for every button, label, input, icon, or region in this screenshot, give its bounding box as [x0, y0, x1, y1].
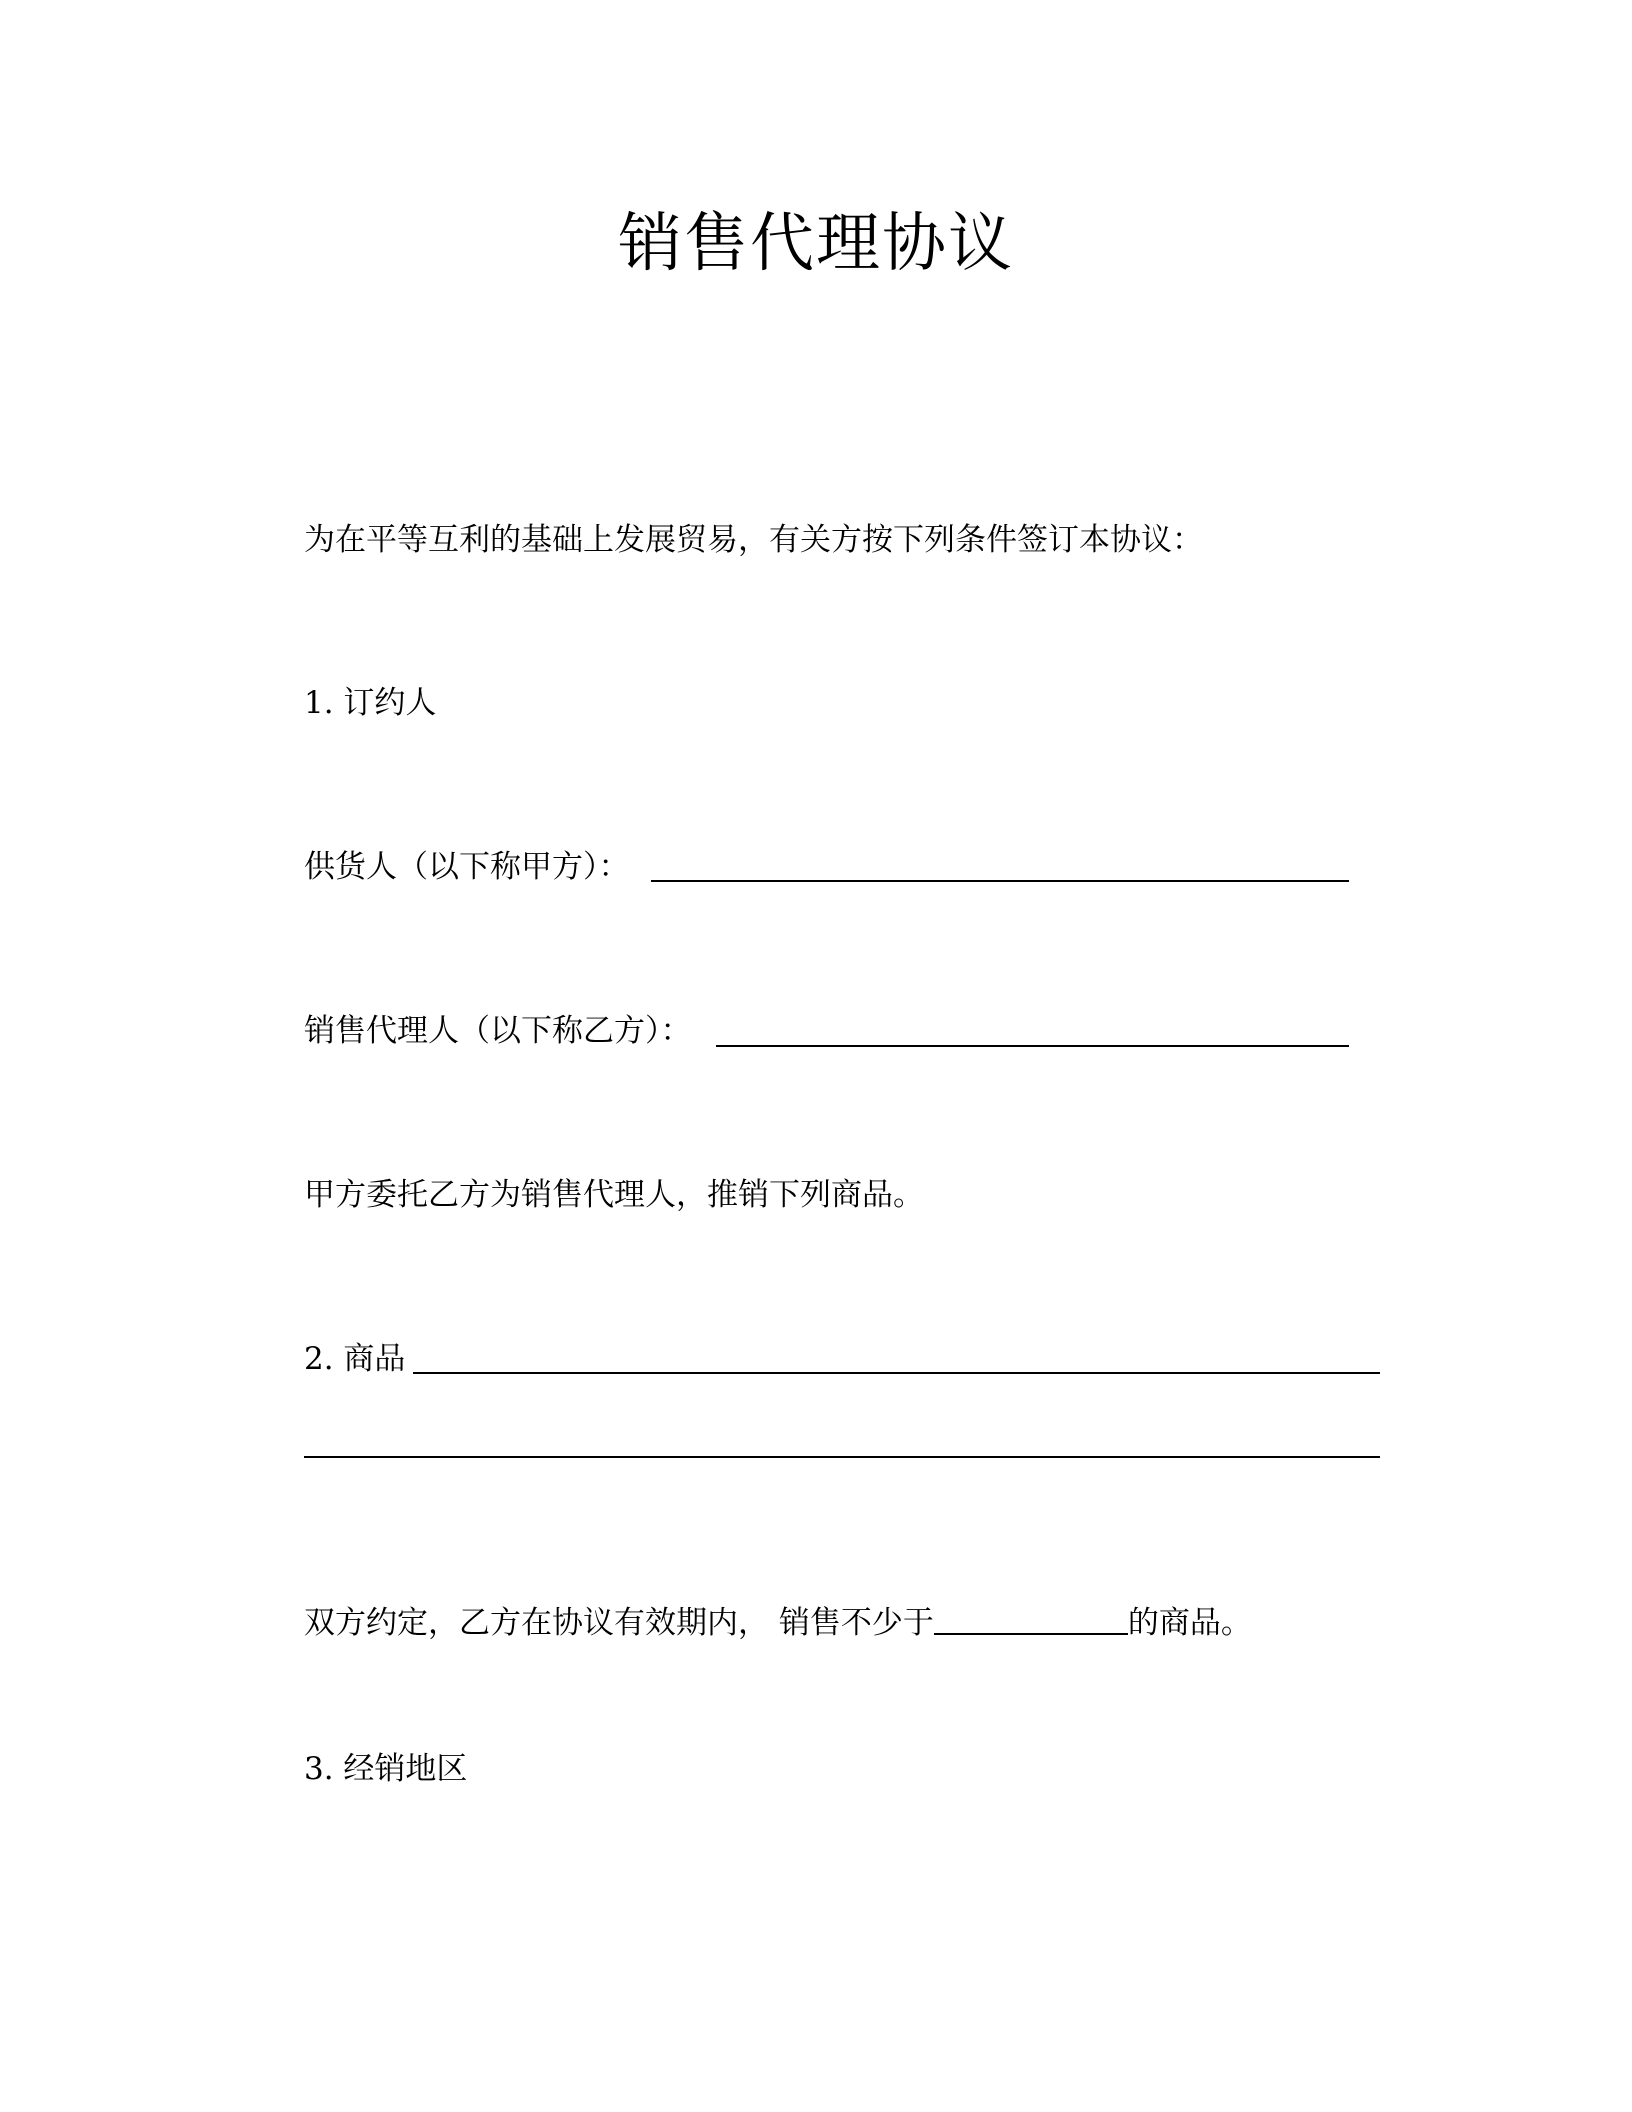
quota-text-before: 双方约定，乙方在协议有效期内， 销售不少于: [304, 1605, 934, 1641]
section-1-heading: 1. 订约人: [304, 685, 437, 721]
goods-blank-field-2[interactable]: [304, 1456, 1380, 1458]
agent-blank-field[interactable]: [716, 1045, 1349, 1047]
document-title: 销售代理协议: [618, 207, 1014, 281]
section-2-heading: 2. 商品: [304, 1341, 406, 1377]
quota-paragraph: [304, 1603, 1252, 1643]
agent-label: 销售代理人（以下称乙方）：: [304, 1013, 692, 1049]
supplier-label: 供货人（以下称甲方）：: [304, 849, 630, 885]
supplier-blank-field[interactable]: [651, 880, 1349, 882]
intro-paragraph: 为在平等互利的基础上发展贸易，有关方按下列条件签订本协议：: [304, 522, 1203, 558]
quota-blank-field[interactable]: [934, 1605, 1128, 1635]
quota-text-after: 的商品。: [1127, 1605, 1252, 1641]
entrust-paragraph: 甲方委托乙方为销售代理人，推销下列商品。: [304, 1177, 924, 1213]
section-3-heading: 3. 经销地区: [304, 1751, 468, 1787]
goods-blank-field-1[interactable]: [413, 1372, 1380, 1374]
